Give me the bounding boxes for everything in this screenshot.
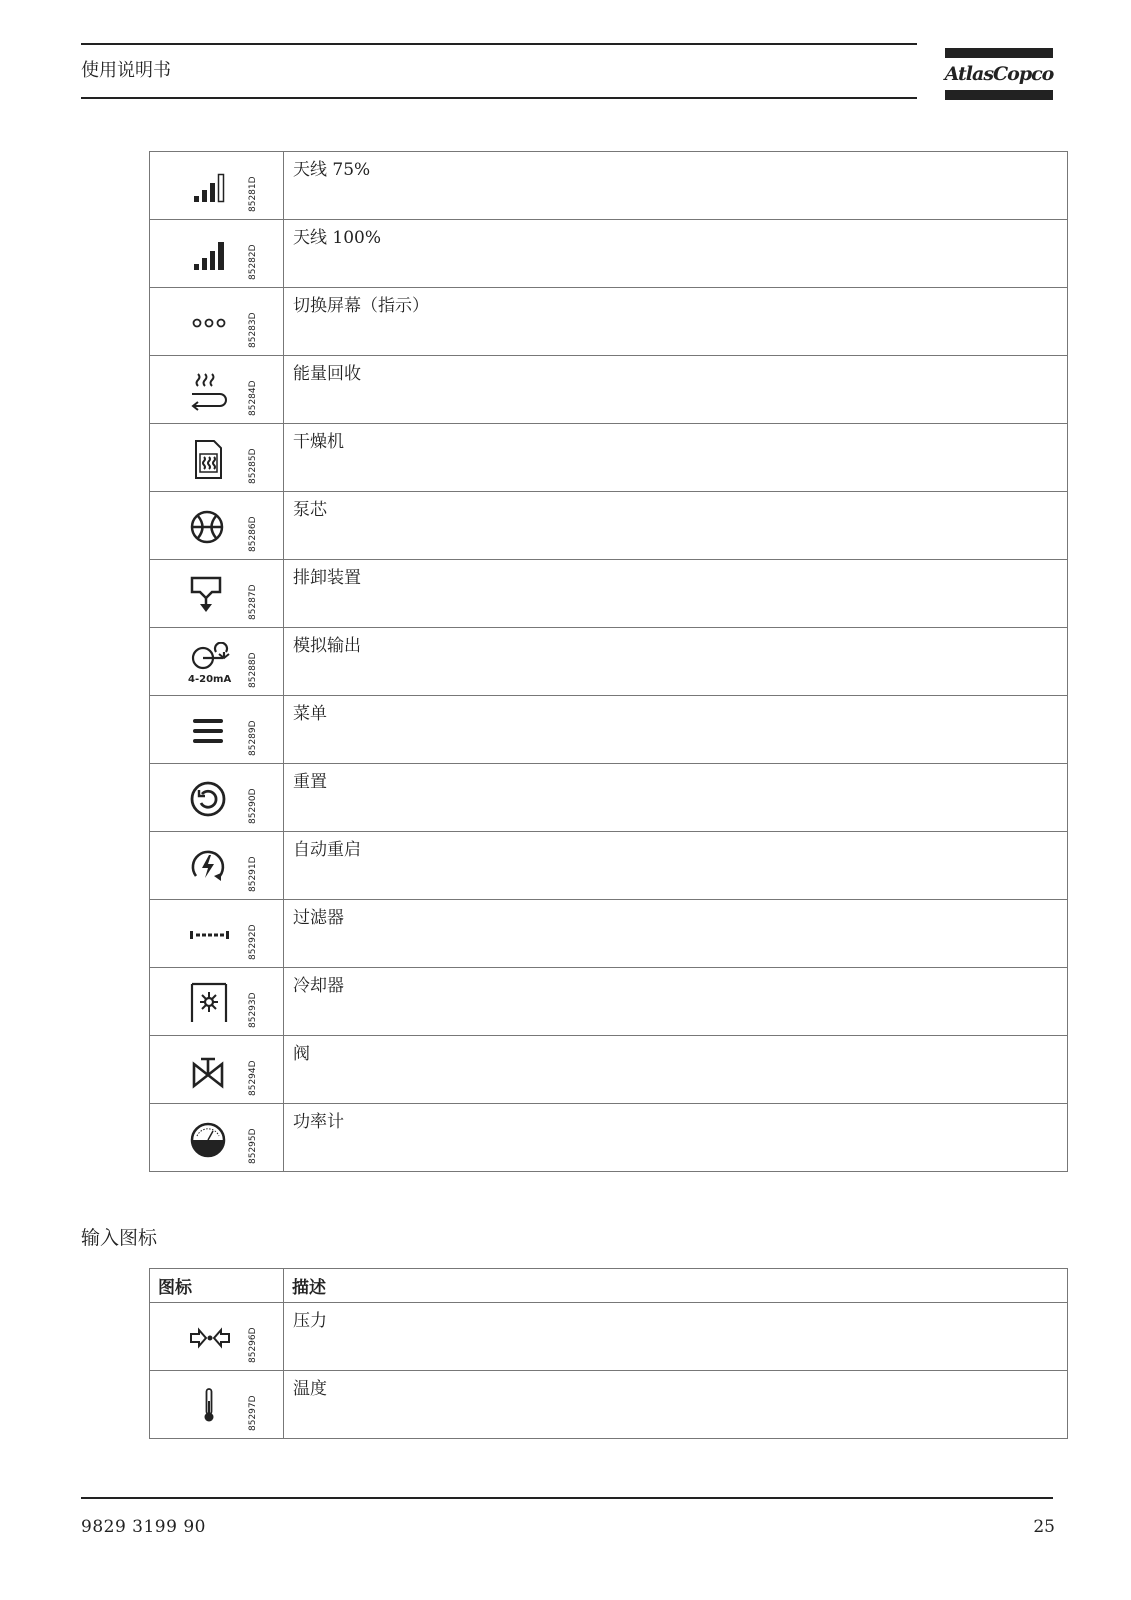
- cooler-icon: [188, 982, 238, 1024]
- icon-code: 85281D: [248, 176, 258, 212]
- document-title: 使用说明书: [81, 60, 171, 81]
- icon-description: 干燥机: [284, 424, 1068, 492]
- column-header-description: 描述: [284, 1269, 1068, 1303]
- icon-code: 85288D: [248, 652, 258, 688]
- logo-bar-top: [945, 48, 1053, 58]
- icon-code: 85292D: [248, 924, 258, 960]
- antenna-100-icon: [188, 234, 238, 276]
- icon-code: 85283D: [248, 312, 258, 348]
- icon-description: 自动重启: [284, 832, 1068, 900]
- table-row: [150, 356, 1068, 424]
- header-rule-top: [81, 43, 917, 45]
- document-number: 9829 3199 90: [81, 1517, 206, 1537]
- table-row: [150, 1036, 1068, 1104]
- icon-code: 85290D: [248, 788, 258, 824]
- footer-rule: [81, 1497, 1053, 1499]
- antenna-75-icon: [188, 166, 238, 208]
- icon-code: 85286D: [248, 516, 258, 552]
- table-row: [150, 968, 1068, 1036]
- icon-description: 重置: [284, 764, 1068, 832]
- reset-icon: [188, 778, 238, 820]
- icon-code: 85296D: [248, 1327, 258, 1363]
- icon-description: 天线 100%: [284, 220, 1068, 288]
- icon-code: 85293D: [248, 992, 258, 1028]
- pressure-icon: [188, 1317, 238, 1359]
- column-header-icon: 图标: [150, 1269, 284, 1303]
- pump-element-icon: [188, 506, 238, 548]
- filter-icon: [188, 914, 238, 956]
- logo-wordmark: AtlasCopco: [944, 63, 1054, 85]
- dryer-icon: [188, 438, 238, 480]
- icon-table: [149, 151, 1068, 1172]
- valve-icon: [188, 1050, 238, 1092]
- drain-device-icon: [188, 574, 238, 616]
- icon-description: 温度: [284, 1371, 1068, 1439]
- switch-screen-dots-icon: [188, 302, 238, 344]
- icon-description: 压力: [284, 1303, 1068, 1371]
- temperature-icon: [188, 1385, 238, 1427]
- table-row: [150, 288, 1068, 356]
- table-row: [150, 900, 1068, 968]
- table-row: [150, 560, 1068, 628]
- icon-code: 85285D: [248, 448, 258, 484]
- icon-code: 85287D: [248, 584, 258, 620]
- icon-description: 菜单: [284, 696, 1068, 764]
- icon-code: 85291D: [248, 856, 258, 892]
- icon-code: 85295D: [248, 1128, 258, 1164]
- menu-icon: [188, 710, 238, 752]
- table-row: [150, 220, 1068, 288]
- energy-recovery-icon: [188, 370, 238, 412]
- table-row: [150, 764, 1068, 832]
- table-row: [150, 628, 1068, 696]
- table-row: [150, 832, 1068, 900]
- icon-description: 切换屏幕（指示）: [284, 288, 1068, 356]
- analog-output-icon: [188, 642, 238, 684]
- icon-code: 85294D: [248, 1060, 258, 1096]
- icon-description: 冷却器: [284, 968, 1068, 1036]
- icon-description: 功率计: [284, 1104, 1068, 1172]
- input-icon-table: [149, 1268, 1068, 1439]
- analog-output-label: 4-20mA: [188, 674, 232, 684]
- table-row: [150, 1303, 1068, 1371]
- icon-description: 模拟输出: [284, 628, 1068, 696]
- table-row: [150, 1371, 1068, 1439]
- atlas-copco-logo: [945, 48, 1053, 101]
- icon-description: 泵芯: [284, 492, 1068, 560]
- logo-bar-bottom: [945, 90, 1053, 100]
- icon-code: 85297D: [248, 1395, 258, 1431]
- table-row: [150, 152, 1068, 220]
- icon-description: 过滤器: [284, 900, 1068, 968]
- table-row: [150, 492, 1068, 560]
- section-title-input-icons: 输入图标: [81, 1227, 158, 1249]
- table-row: [150, 424, 1068, 492]
- table-header-row: [150, 1269, 1068, 1303]
- icon-code: 85282D: [248, 244, 258, 280]
- table-row: [150, 1104, 1068, 1172]
- page-number: 25: [1033, 1517, 1055, 1537]
- table-row: [150, 696, 1068, 764]
- icon-description: 能量回收: [284, 356, 1068, 424]
- power-meter-icon: [188, 1118, 238, 1160]
- auto-restart-icon: [188, 846, 238, 888]
- header-rule-bottom: [81, 97, 917, 99]
- icon-description: 天线 75%: [284, 152, 1068, 220]
- icon-description: 阀: [284, 1036, 1068, 1104]
- icon-code: 85289D: [248, 720, 258, 756]
- icon-code: 85284D: [248, 380, 258, 416]
- icon-description: 排卸装置: [284, 560, 1068, 628]
